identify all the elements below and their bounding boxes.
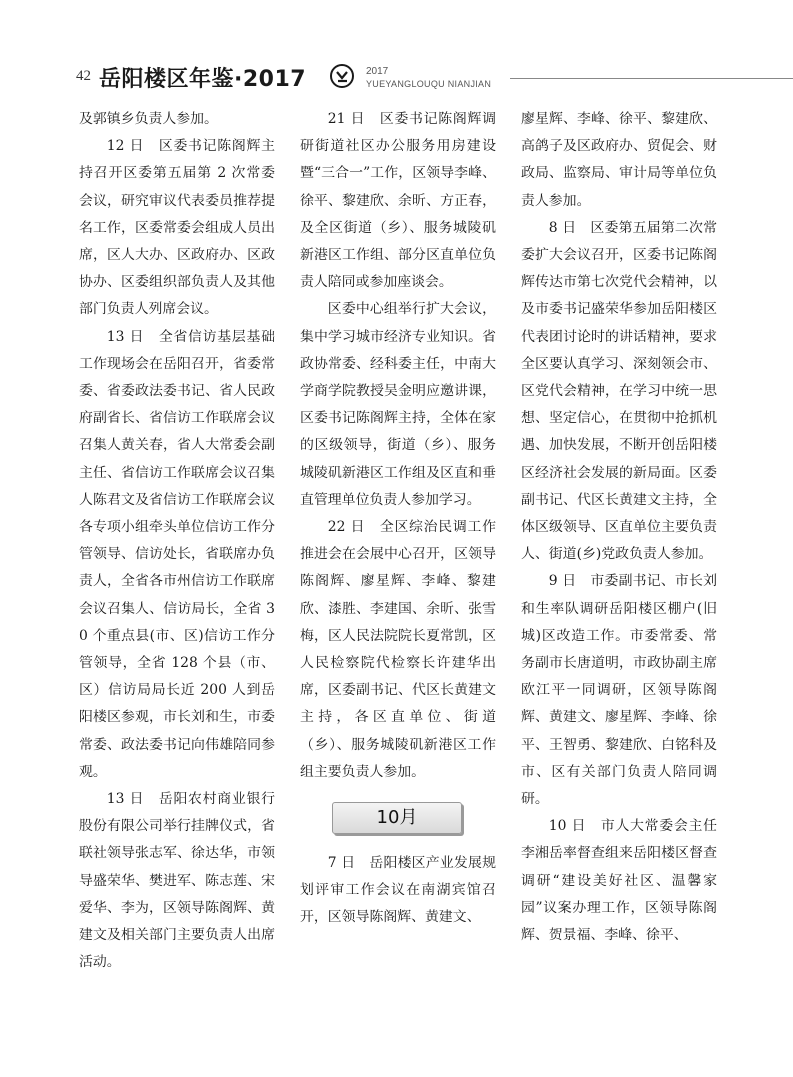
down-arrow-icon (330, 64, 354, 88)
page-header (0, 58, 793, 98)
paragraph: 9 日 市委副书记、市长刘和生率队调研岳阳楼区棚户(旧城)区改造工作。市委常委、常务副市长唐道明，市政协副主席欧江平一同调研，区领导陈阁辉、黄建文、廖星辉、李峰、徐平、王智勇、黎建欣、白铭科及市、区有关部门负责人陪同调研。 (521, 573, 717, 808)
paragraph: 7 日 岳阳楼区产业发展规划评审工作会议在南湖宾馆召开，区领导陈阁辉、黄建文、 (300, 855, 496, 926)
text-column-left (79, 106, 275, 977)
paragraph: 廖星辉、李峰、徐平、黎建欣、高鸽子及区政府办、贸促会、财政局、监察局、审计局等单位负责人参加。 (521, 111, 717, 209)
text-column-middle (300, 106, 496, 932)
text-column-right (521, 106, 717, 949)
paragraph: 区委中心组举行扩大会议，集中学习城市经济专业知识。省政协常委、经科委主任，中南大学商学院教授吴金明应邀讲课，区委书记陈阁辉主持，全体在家的区级领导，街道（乡）、服务城陵矶新港区工作组及区直和垂直管理单位负责人参加学习。 (300, 301, 496, 508)
paragraph: 22 日 全区综治民调工作推进会在会展中心召开，区领导陈阁辉、廖星辉、李峰、黎建欣、漆胜、李建国、余昕、张雪梅，区人民法院院长夏常凯，区人民检察院代检察长许建华出席，区委副书记、代区长黄建文主持，各区直单位、街道（乡）、服务城陵矶新港区工作组主要负责人参加。 (300, 519, 496, 780)
paragraph: 21 日 区委书记陈阁辉调研街道社区办公服务用房建设暨“三合一”工作，区领导李峰、徐平、黎建欣、余昕、方正春，及全区街道（乡）、服务城陵矶新港区工作组、部分区直单位负责人陪同或参加座谈会。 (300, 111, 496, 291)
paragraph: 12 日 区委书记陈阁辉主持召开区委第五届第 2 次常委会议，研究审议代表委员推荐提名工作，区委常委会组成人员出席，区人大办、区政府办、区政协办、区委组织部负责人及其他部门负责人列席会议。 (79, 138, 275, 318)
paragraph: 8 日 区委第五届第二次常委扩大会议召开，区委书记陈阁辉传达市第七次党代会精神，以及市委书记盛荣华参加岳阳楼区代表团讨论时的讲话精神，要求全区要认真学习、深刻领会市、区党代会精神，在学习中统一思想、坚定信心，在贯彻中抢抓机遇、加快发展，不断开创岳阳楼区经济社会发展的新局面。区委副书记、代区长黄建文主持，全体区级领导、区直单位主要负责人、街道(乡)党政负责人参加。 (521, 219, 717, 563)
paragraph: 10 日 市人大常委会主任李湘岳率督查组来岳阳楼区督查调研“建设美好社区、温馨家园”议案办理工作，区领导陈阁辉、贺景福、李峰、徐平、 (521, 818, 717, 944)
paragraph: 13 日 全省信访基层基础工作现场会在岳阳召开，省委常委、省委政法委书记、省人民政府副省长、省信访工作联席会议召集人黄关春，省人大常委会副主任、省信访工作联席会议召集人陈君文及省信访工作联席会议各专项小组牵头单位信访工作分管领导、信访处长，省联席办负责人，全省各市州信访工作联席会议召集人、信访局长，全省 30 个重点县(市、区)信访工作分管领导，全省 128 个县（市、区）信访局局长近 200 人到岳阳楼区参观，市长刘和生，市委常委、政法委书记向伟雄陪同参观。 (79, 328, 275, 780)
paragraph: 13 日 岳阳农村商业银行股份有限公司举行挂牌仪式，省联社领导张志军、徐达华，市领导盛荣华、樊进军、陈志莲、宋爱华、李为，区领导陈阁辉、黄建文及相关部门主要负责人出席活动。 (79, 791, 275, 971)
page-number: 42 (76, 68, 91, 84)
paragraph: 及郭镇乡负责人参加。 (79, 111, 218, 127)
header-year: 2017 (366, 66, 389, 77)
header-pinyin: YUEYANGLOUQU NIANJIAN (366, 79, 492, 89)
month-heading: 10月 (332, 802, 462, 834)
book-title: 岳阳楼区年鉴·2017 (99, 67, 307, 92)
header-rule (510, 78, 793, 79)
